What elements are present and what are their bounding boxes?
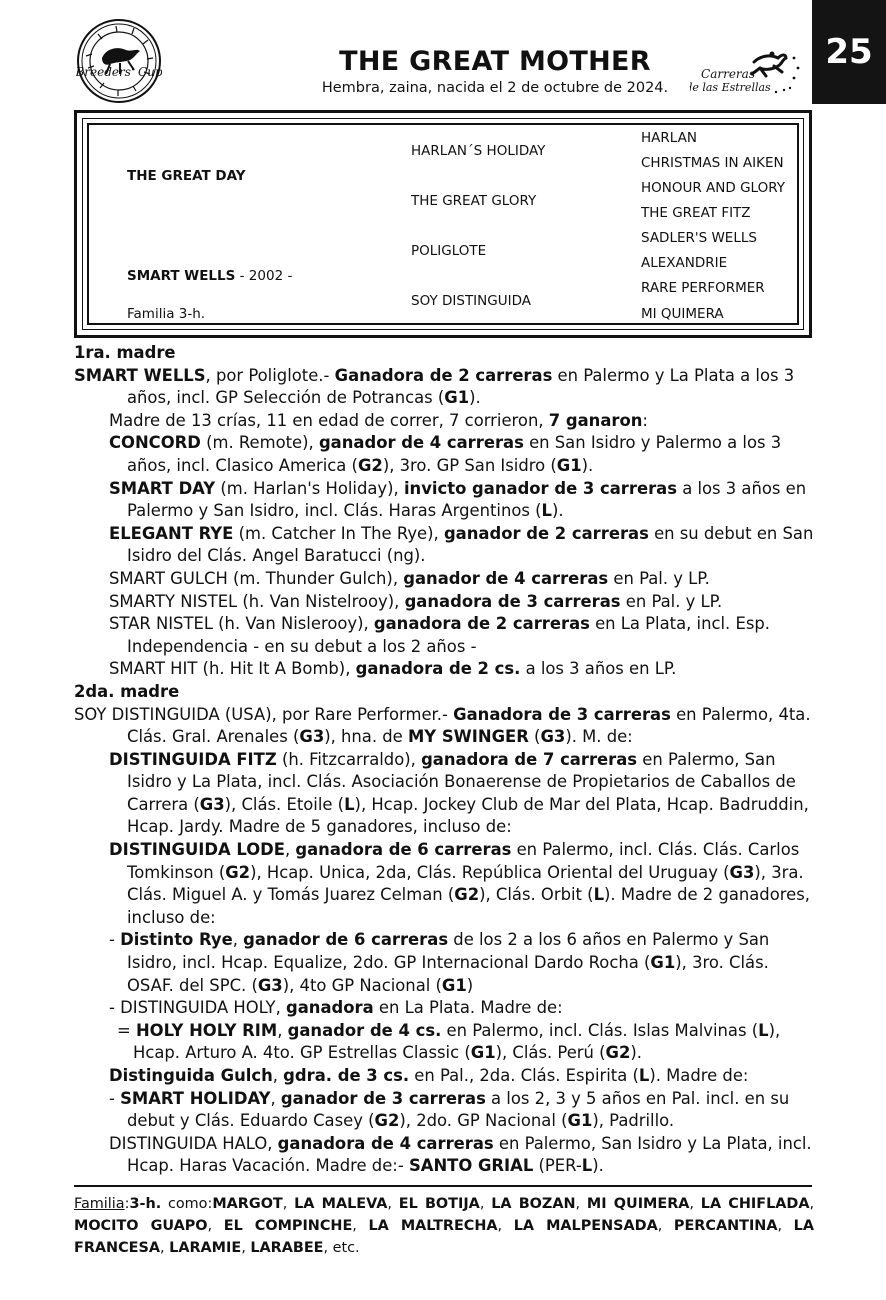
family-member-name: MI QUIMERA: [586, 1196, 690, 1212]
grade: G1: [650, 953, 676, 973]
pedigree-dam-year: - 2002 -: [235, 268, 293, 284]
family-member-name: LA MALTRECHA: [368, 1218, 498, 1234]
text-bold: ganador de 3 carreras: [280, 1088, 486, 1108]
second-dam-heading: 2da. madre: [74, 681, 180, 701]
text-bold: 7 ganaron: [548, 410, 643, 430]
pedigree-gen2-3: POLIGLOTE: [411, 243, 487, 259]
grade: G3: [729, 862, 755, 882]
grade: G1: [470, 1043, 496, 1063]
list-dash: -: [109, 1088, 121, 1108]
text: SMARTY NISTEL (h. Van Nistelrooy),: [109, 591, 405, 611]
pedigree-gen2-4: SOY DISTINGUIDA: [411, 293, 531, 309]
text: , por Poliglote.-: [205, 365, 335, 385]
grade: G3: [199, 794, 225, 814]
text: ), Clás. Etoile (: [224, 794, 345, 814]
horse-name: Distinguida Gulch: [109, 1066, 273, 1085]
text: en Pal. y LP.: [608, 568, 710, 588]
text: en Palermo, San Isidro y La Plata, incl. Hcap. Haras Vacación. Madre de:-: [127, 1133, 812, 1176]
pedigree-gen3-6: ALEXANDRIE: [641, 255, 728, 271]
text: ).: [551, 501, 564, 521]
grade: G1: [441, 975, 467, 995]
grade: L: [758, 1020, 769, 1040]
text: ), 3ro. Clás. OSAF. del SPC. (: [127, 953, 769, 995]
pedigree-gen3-4: THE GREAT FITZ: [641, 205, 751, 221]
text: ,: [284, 840, 296, 860]
family-member-name: MOCITO GUAPO: [74, 1218, 208, 1234]
pedigree-sire: THE GREAT DAY: [127, 168, 246, 184]
text-bold: gdra. de 3 cs.: [283, 1066, 410, 1085]
text: ).: [469, 388, 481, 408]
family-member-name: LA FRANCESA: [74, 1218, 814, 1256]
text: ,: [277, 1020, 288, 1040]
text: en La Plata, incl. Esp. Independencia - en su debut a los 2 años -: [127, 614, 770, 656]
grade: G3: [540, 727, 566, 747]
offspring-concord: [74, 432, 814, 477]
breeders-cup-logo-text: Breeders' Cup: [76, 65, 162, 79]
separator: ,: [241, 1240, 251, 1256]
grade: L: [593, 885, 605, 905]
page-subtitle: Hembra, zaina, nacida el 2 de octubre de 2024.: [321, 80, 669, 96]
text: en su debut en San Isidro del Clás. Angel Baratucci (ng).: [127, 523, 814, 566]
pedigree-gen3-7: RARE PERFORMER: [641, 280, 765, 296]
grade: G2: [374, 1111, 400, 1131]
pedigree-table: [74, 110, 812, 338]
text: Madre de 13 crías, 11 en edad de correr, 7 corrieron,: [109, 410, 549, 430]
lot-number-badge: [812, 0, 886, 104]
text: SOY DISTINGUIDA (USA), por Rare Performer.-: [74, 704, 454, 724]
offspring-distinguida-gulch: [74, 1065, 814, 1088]
grade: G3: [299, 727, 325, 747]
family-member-name: EL BOTIJA: [398, 1196, 480, 1212]
first-dam-produce: [74, 410, 814, 433]
pedigree-dam-line: [127, 268, 292, 284]
grade: G2: [357, 455, 383, 475]
separator: ,: [575, 1196, 587, 1212]
text: ), Hcap. Jockey Club de Mar del Plata, Hcap. Badruddin, Hcap. Jardy. Madre de 5 ganadores, incluso de:: [127, 794, 809, 837]
text: en San Isidro y Palermo a los 3 años, incl. Clasico America (: [127, 433, 782, 475]
text: a los 2, 3 y 5 años en Pal. incl. en su debut y Clás. Eduardo Casey (: [127, 1088, 790, 1131]
family-member-name: EL COMPINCHE: [223, 1218, 353, 1234]
text: (m. Harlan's Holiday),: [215, 478, 404, 498]
text: ). Madre de:: [649, 1066, 749, 1085]
separator: ,: [387, 1196, 399, 1212]
grade: L: [581, 1156, 593, 1176]
footer-label: Familia: [74, 1196, 125, 1212]
second-dam-entry: [74, 704, 814, 749]
text: en La Plata. Madre de:: [373, 998, 563, 1018]
grade: G1: [556, 455, 582, 475]
separator: ,: [352, 1218, 369, 1234]
text: ,: [270, 1088, 281, 1108]
text-bold: ganador de 4 cs.: [287, 1020, 442, 1040]
offspring-smarty-nistel: [74, 591, 814, 614]
list-dash: -: [109, 998, 121, 1018]
text: (m. Remote),: [200, 433, 319, 453]
text-bold: invicto ganador de 3 carreras: [403, 478, 677, 498]
list-equals: =: [117, 1020, 136, 1040]
text: (m. Catcher In The Rye),: [233, 523, 444, 543]
pedigree-dam: SMART WELLS: [127, 268, 236, 284]
text: :: [124, 1196, 130, 1212]
grade: G1: [444, 388, 470, 408]
family-member-name: LA MALEVA: [294, 1196, 388, 1212]
grade: G2: [454, 885, 480, 905]
horse-name: Distinto Rye: [120, 930, 233, 950]
text: DISTINGUIDA HALO,: [109, 1133, 278, 1153]
family-member-name: LA CHIFLADA: [700, 1196, 810, 1212]
horse-name: DISTINGUIDA FITZ: [109, 749, 277, 769]
text: ), 4to GP Nacional (: [282, 975, 442, 995]
text-bold: ganadora de 2 cs.: [355, 659, 521, 679]
family-footer: [74, 1193, 814, 1259]
text: de los 2 a los 6 años en Palermo y San Isidro, incl. Hcap. Equalize, 2do. GP Internacional Dardo Rocha (: [127, 930, 770, 973]
text-bold: Ganadora de 3 carreras: [453, 704, 671, 724]
offspring-distinguida-halo: [74, 1133, 814, 1178]
offspring-star-nistel: [74, 613, 814, 658]
text: en Palermo y La Plata a los 3 años, incl. GP Selección de Potrancas (: [127, 365, 795, 408]
offspring-distinguida-holy: [74, 997, 814, 1020]
text: ), 3ro. GP San Isidro (: [382, 455, 557, 475]
offspring-distinto-rye: [74, 929, 814, 997]
offspring-smart-hit: [74, 658, 814, 681]
offspring-elegant-rye: [74, 523, 814, 568]
text: SMART HIT (h. Hit It A Bomb),: [109, 659, 356, 679]
text: SMART GULCH (m. Thunder Gulch),: [109, 568, 404, 588]
pedigree-gen3-5: SADLER'S WELLS: [641, 230, 757, 246]
offspring-smart-gulch: [74, 568, 814, 591]
family-member-name: LA BOZAN: [491, 1196, 576, 1212]
text: ), Hcap. Unica, 2da, Clás. República Oriental del Uruguay (: [250, 862, 730, 882]
text: ), Padrillo.: [592, 1111, 675, 1131]
text-bold: ganador de 6 carreras: [243, 930, 449, 950]
horse-name: SANTO GRIAL: [408, 1156, 534, 1176]
grade: G2: [605, 1043, 631, 1063]
first-dam-name: SMART WELLS: [74, 365, 206, 385]
breeders-cup-seal-icon: [76, 18, 162, 104]
separator: ,: [207, 1218, 224, 1234]
separator: ,: [479, 1196, 492, 1212]
pedigree-gen2-2: THE GREAT GLORY: [411, 193, 537, 209]
text: STAR NISTEL (h. Van Nislerooy),: [109, 614, 374, 634]
carreras-de-las-estrellas-logo: [690, 48, 802, 98]
pedigree-gen3-2: CHRISTMAS IN AIKEN: [641, 155, 784, 171]
text: en Palermo, 4ta. Clás. Gral. Arenales (: [127, 704, 811, 747]
lot-number: 25: [825, 32, 873, 72]
offspring-smart-holiday: [74, 1088, 814, 1133]
separator: ,: [777, 1218, 794, 1234]
grade: G3: [257, 975, 283, 995]
text-bold: ganador de 2 carreras: [443, 523, 649, 543]
text: (PER-: [533, 1156, 582, 1176]
grade: G1: [567, 1111, 593, 1131]
text: ).: [581, 455, 594, 475]
grade: G2: [225, 862, 251, 882]
produce-record: [74, 342, 814, 1178]
pedigree-gen3-3: HONOUR AND GLORY: [641, 180, 785, 196]
footer-family: 3-h.: [129, 1196, 162, 1212]
offspring-smart-day: [74, 478, 814, 523]
list-dash: -: [109, 930, 121, 950]
stars-icon: [775, 57, 800, 94]
text: en Palermo, San Isidro y La Plata, incl. Clás. Asociación Bonaerense de Propietarios de Caballos de Carrera (: [127, 749, 796, 814]
page-title: THE GREAT MOTHER: [339, 46, 651, 77]
text: en Palermo, incl. Clás. Islas Malvinas (: [441, 1020, 759, 1040]
text: ), Hcap. Arturo A. 4to. GP Estrellas Classic (: [133, 1020, 781, 1063]
text: ), Clás. Orbit (: [479, 885, 594, 905]
separator: ,: [809, 1196, 815, 1212]
text: ,: [232, 930, 244, 950]
separator: ,: [657, 1218, 674, 1234]
offspring-holy-holy-rim: [80, 1020, 814, 1065]
pedigree-family: Familia 3-h.: [127, 306, 206, 322]
text: ), hna. de: [324, 727, 408, 747]
text: ), Clás. Perú (: [495, 1043, 606, 1063]
text: ), 2do. GP Nacional (: [399, 1111, 568, 1131]
offspring-distinguida-fitz: [74, 749, 814, 839]
text-bold: ganadora de 7 carreras: [421, 749, 638, 769]
pedigree-gen3-1: HARLAN: [641, 130, 697, 146]
horse-name: DISTINGUIDA LODE: [109, 840, 285, 860]
pedigree-gen2-1: HARLAN´S HOLIDAY: [411, 143, 546, 159]
text: en Pal. y LP.: [620, 591, 723, 611]
text-bold: ganador de 4 carreras: [318, 433, 524, 453]
text: (: [528, 727, 541, 747]
family-member-name: LA MALPENSADA: [513, 1218, 658, 1234]
logo-text-estrellas: de las Estrellas: [690, 81, 771, 94]
text: ). M. de:: [565, 727, 633, 747]
grade: L: [344, 794, 355, 814]
logo-text-carreras: Carreras: [701, 67, 755, 81]
text: ,: [272, 1066, 284, 1085]
grade: L: [541, 501, 552, 521]
text: a los 3 años en LP.: [520, 659, 677, 679]
family-member-name: LARABEE: [250, 1240, 324, 1256]
horse-name: HOLY HOLY RIM: [135, 1020, 278, 1040]
text: a los 3 años en Palermo y San Isidro, incl. Clás. Haras Argentinos (: [127, 478, 807, 521]
footer-divider: [74, 1185, 812, 1187]
text: ). Madre de 2 ganadores, incluso de:: [127, 885, 810, 927]
text: ), 3ra. Clás. Miguel A. y Tomás Juarez Celman (: [127, 862, 804, 905]
text: :: [642, 410, 648, 430]
first-dam-entry: [74, 365, 814, 410]
family-member-name: MARGOT: [212, 1196, 283, 1212]
text-bold: ganadora de 6 carreras: [295, 840, 512, 860]
separator: ,: [160, 1240, 170, 1256]
separator: ,: [497, 1218, 514, 1234]
text-bold: Ganadora de 2 carreras: [334, 365, 553, 385]
family-member-name: LARAMIE: [169, 1240, 242, 1256]
text-bold: ganadora de 4 carreras: [277, 1133, 494, 1153]
pedigree-gen3-8: MI QUIMERA: [641, 306, 724, 322]
horse-name: SMART DAY: [109, 478, 216, 498]
text: en Pal., 2da. Clás. Espirita (: [409, 1066, 639, 1085]
text: ).: [592, 1156, 604, 1176]
text: (h. Fitzcarraldo),: [276, 749, 422, 769]
horse-name: SMART HOLIDAY: [120, 1088, 271, 1108]
text: en Palermo, incl. Clás. Clás. Carlos Tomkinson (: [127, 840, 800, 882]
horse-name: CONCORD: [109, 433, 201, 453]
grade: L: [638, 1066, 650, 1085]
first-dam-heading: 1ra. madre: [74, 343, 176, 362]
text: ): [466, 975, 474, 995]
offspring-distinguida-lode: [74, 839, 814, 929]
text-bold: ganadora de 3 carreras: [404, 591, 621, 611]
horse-name: ELEGANT RYE: [109, 523, 234, 543]
racing-horse-icon: [752, 52, 786, 77]
text: ).: [630, 1043, 642, 1063]
text: como:: [161, 1196, 213, 1212]
separator: ,: [282, 1196, 295, 1212]
text: , etc.: [323, 1240, 360, 1256]
separator: ,: [689, 1196, 701, 1212]
text-bold: ganadora: [286, 998, 374, 1018]
text-bold: ganadora de 2 carreras: [373, 614, 590, 634]
family-member-name: PERCANTINA: [673, 1218, 778, 1234]
text: DISTINGUIDA HOLY,: [120, 998, 286, 1018]
horse-name: MY SWINGER: [407, 727, 529, 747]
text-bold: ganador de 4 carreras: [403, 568, 609, 588]
